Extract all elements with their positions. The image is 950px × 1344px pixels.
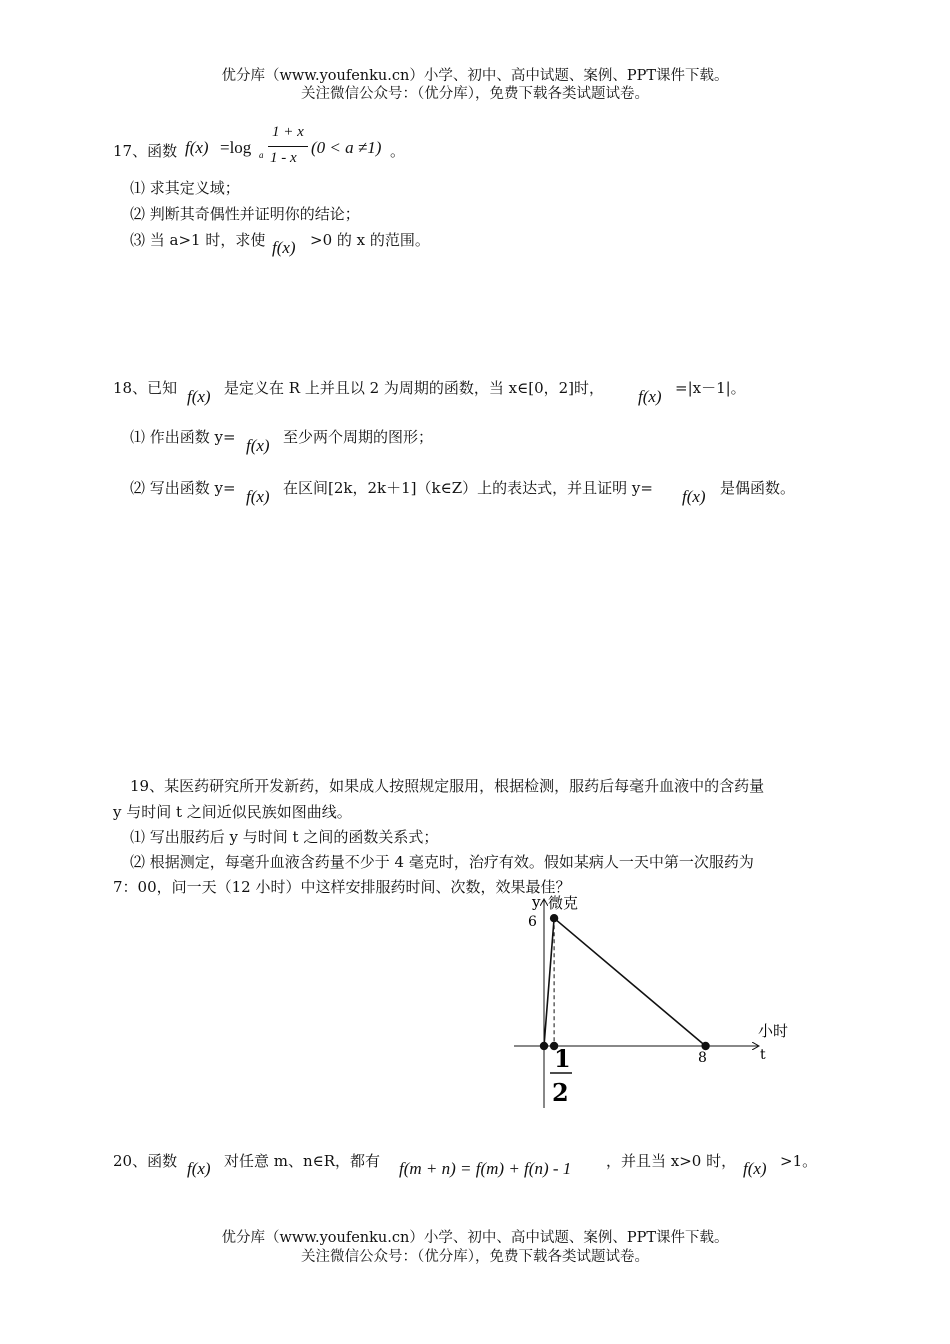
q17-fx: f(x) xyxy=(185,138,209,157)
q17-condition: (0 < a ≠1) xyxy=(311,138,382,157)
q18-end: =|x－1|。 xyxy=(675,379,746,397)
dosage-chart xyxy=(500,890,800,1112)
q17-numerator: 1 + x xyxy=(272,124,304,140)
point-peak xyxy=(550,914,558,922)
header-line-1: 优分库（www.youfenku.cn）小学、初中、高中试题、案例、PPT课件下载。 xyxy=(221,68,729,84)
y-unit: 微克 xyxy=(548,894,579,912)
y-label: y xyxy=(532,893,541,911)
x-label: t xyxy=(760,1047,766,1063)
q18-fx-2: f(x) xyxy=(638,387,662,406)
fraction-bar xyxy=(268,146,308,147)
q19-item-1: ⑴ 写出服药后 y 与时间 t 之间的函数关系式； xyxy=(130,828,439,846)
concentration-curve xyxy=(544,918,706,1046)
q19-item-2-line-2: 7：00，问一天（12 小时）中这样安排服药时间、次数，效果最佳？ xyxy=(113,878,571,896)
q18-mid: 是定义在 R 上并且以 2 为周期的函数，当 x∈[0，2]时， xyxy=(224,379,605,397)
q20-fx: f(x) xyxy=(187,1159,211,1178)
q20-fx-2: f(x) xyxy=(743,1159,767,1178)
x-end-tick-label: 8 xyxy=(698,1050,707,1066)
q18-item-2-fx: f(x) xyxy=(246,487,270,506)
q17-denominator: 1 - x xyxy=(270,150,297,166)
x-unit: 小时 xyxy=(758,1022,789,1040)
q17-fraction xyxy=(268,124,308,170)
point-end xyxy=(701,1042,709,1050)
q17-log: =log xyxy=(220,138,252,157)
q18-item-2-fx-2: f(x) xyxy=(682,487,706,506)
q20-equation: f(m + n) = f(m) + f(n) - 1 xyxy=(399,1159,572,1178)
footer-line-1: 优分库（www.youfenku.cn）小学、初中、高中试题、案例、PPT课件下载。 xyxy=(221,1230,729,1246)
q18-item-2-prefix: ⑵ 写出函数 y= xyxy=(130,479,236,497)
q18-item-2-suffix: 是偶函数。 xyxy=(720,479,796,497)
q20-end: >1。 xyxy=(780,1152,818,1170)
q18-item-1-prefix: ⑴ 作出函数 y= xyxy=(130,428,236,446)
point-origin xyxy=(540,1042,548,1050)
q18-item-1-fx: f(x) xyxy=(246,436,270,455)
q20-prefix: 20、函数 xyxy=(113,1152,178,1170)
half-denominator: 2 xyxy=(552,1078,569,1107)
footer-line-2: 关注微信公众号：（优分库），免费下载各类试题试卷。 xyxy=(301,1249,649,1265)
q17-log-base: a xyxy=(259,150,264,160)
half-numerator: 1 xyxy=(554,1044,571,1073)
q20-mid: 对任意 m、n∈R，都有 xyxy=(224,1152,381,1170)
q18-item-2-mid: 在区间[2k，2k＋1]（k∈Z）上的表达式，并且证明 y= xyxy=(283,479,653,497)
q20-mid-2: ，并且当 x>0 时， xyxy=(606,1152,737,1170)
q17-item-3-fx: f(x) xyxy=(272,238,296,257)
q17-item-3-suffix: >0 的 x 的范围。 xyxy=(310,231,430,249)
q18-item-1-suffix: 至少两个周期的图形； xyxy=(283,428,434,446)
q19-line-1: 19、某医药研究所开发新药，如果成人按照规定服用，根据检测，服药后每毫升血液中的含药量 xyxy=(130,777,765,795)
header-line-2: 关注微信公众号：（优分库），免费下载各类试题试卷。 xyxy=(301,86,649,102)
q17-item-1: ⑴ 求其定义域； xyxy=(130,179,240,197)
q17-prefix: 17、函数 xyxy=(113,142,178,160)
q19-item-2-line-1: ⑵ 根据测定，每毫升血液含药量不少于 4 毫克时，治疗有效。假如某病人一天中第一次服药为 xyxy=(130,853,754,871)
q17-item-3-prefix: ⑶ 当 a>1 时，求使 xyxy=(130,231,266,249)
q17-item-2: ⑵ 判断其奇偶性并证明你的结论； xyxy=(130,205,360,223)
q18-fx: f(x) xyxy=(187,387,211,406)
peak-y-tick-label: 6 xyxy=(528,914,537,930)
q19-line-2: y 与时间 t 之间近似民族如图曲线。 xyxy=(113,803,352,821)
q17-end: 。 xyxy=(390,142,406,160)
q18-prefix: 18、已知 xyxy=(113,379,178,397)
